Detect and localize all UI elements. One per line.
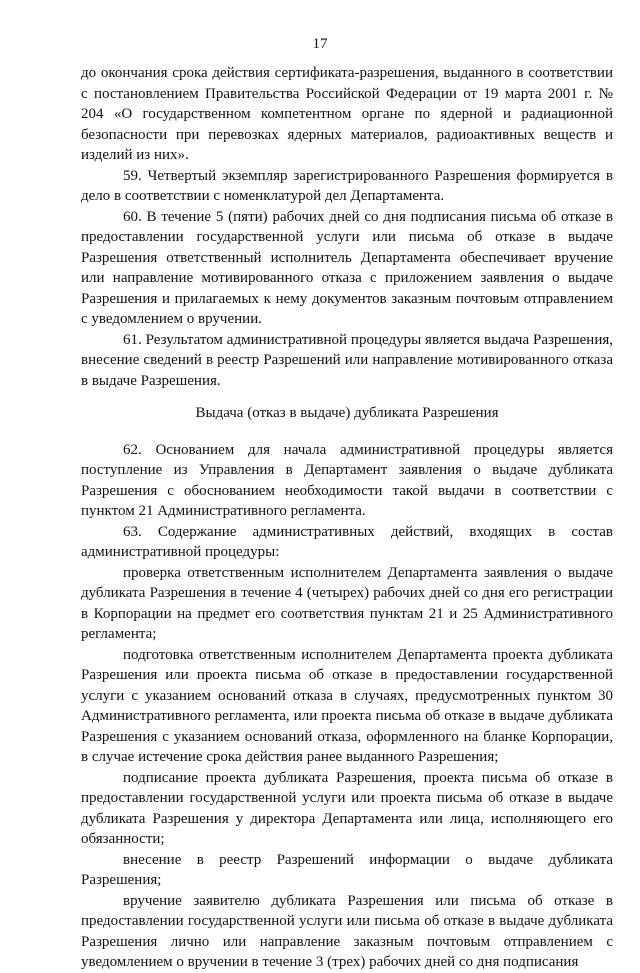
document-body bbox=[81, 63, 613, 973]
paragraph-63-item-prepare: подготовка ответственным исполнителем Департамента проекта дубликата Разрешения или проекта письма об отказе в предоставлении государственной услуги с указанием оснований отказа в случаях, предусмотренных пунктом 30 Административного регламента, или проекта письма об отказе в выдаче дубликата Разрешения с указанием оснований отказа, оформленного на бланке Корпорации, в случае истечение срока действия ранее выданного Разрешения; bbox=[81, 646, 613, 765]
paragraph-63-item-register: внесение в реестр Разрешений информации о выдаче дубликата Разрешения; bbox=[81, 851, 613, 888]
paragraph-61: 61. Результатом административной процедуры является выдача Разрешения, внесение сведений в реестр Разрешений или направление мотивированного отказа в выдаче Разрешения. bbox=[81, 331, 613, 389]
paragraph-63-item-check: проверка ответственным исполнителем Департамента заявления о выдаче дубликата Разрешения в течение 4 (четырех) рабочих дней со дня его регистрации в Корпорации на предмет его соответствия пунктам 21 и 25 Административного регламента; bbox=[81, 564, 613, 642]
paragraph-63-item-sign: подписание проекта дубликата Разрешения, проекта письма об отказе в предоставлении государственной услуги или проекта письма об отказе в выдаче дубликата Разрешения у директора Департамента или лица, исполняющего его обязанности; bbox=[81, 769, 613, 847]
paragraph-59: 59. Четвертый экземпляр зарегистрированного Разрешения формируется в дело в соответствии с номенклатурой дел Департамента. bbox=[81, 167, 613, 204]
paragraph-63-item-deliver: вручение заявителю дубликата Разрешения или письма об отказе в предоставлении государственной услуги или письма об отказе в выдаче дубликата Разрешения лично или направление заказным почтовым отправлением с уведомлением о вручении в течение 3 (трех) рабочих дней со дня подписания bbox=[81, 892, 613, 970]
page-number: 17 bbox=[312, 36, 328, 52]
section-title: Выдача (отказ в выдаче) дубликата Разрешения bbox=[195, 405, 499, 421]
paragraph-63: 63. Содержание административных действий, входящих в состав административной процедуры: bbox=[81, 523, 613, 560]
paragraph-62: 62. Основанием для начала административной процедуры является поступление из Управления в Департамент заявления о выдаче дубликата Разрешения с обоснованием необходимости такой выдачи в соответствии с пунктом 21 Административного регламента. bbox=[81, 441, 613, 519]
paragraph-continuation: до окончания срока действия сертификата-разрешения, выданного в соответствии с постановлением Правительства Российской Федерации от 19 марта 2001 г. № 204 «О государственном компетентном органе по ядерной и радиационной безопасности при перевозках ядерных материалов, радиоактивных веществ и изделий из них». bbox=[81, 65, 613, 163]
paragraph-60: 60. В течение 5 (пяти) рабочих дней со дня подписания письма об отказе в предоставлении государственной услуги или письма об отказе в выдаче Разрешения ответственный исполнитель Департамента обеспечивает вручение или направление мотивированного отказа с приложением заявления о выдаче Разрешения и прилагаемых к нему документов заказным почтовым отправлением с уведомлением о вручении. bbox=[81, 208, 613, 327]
